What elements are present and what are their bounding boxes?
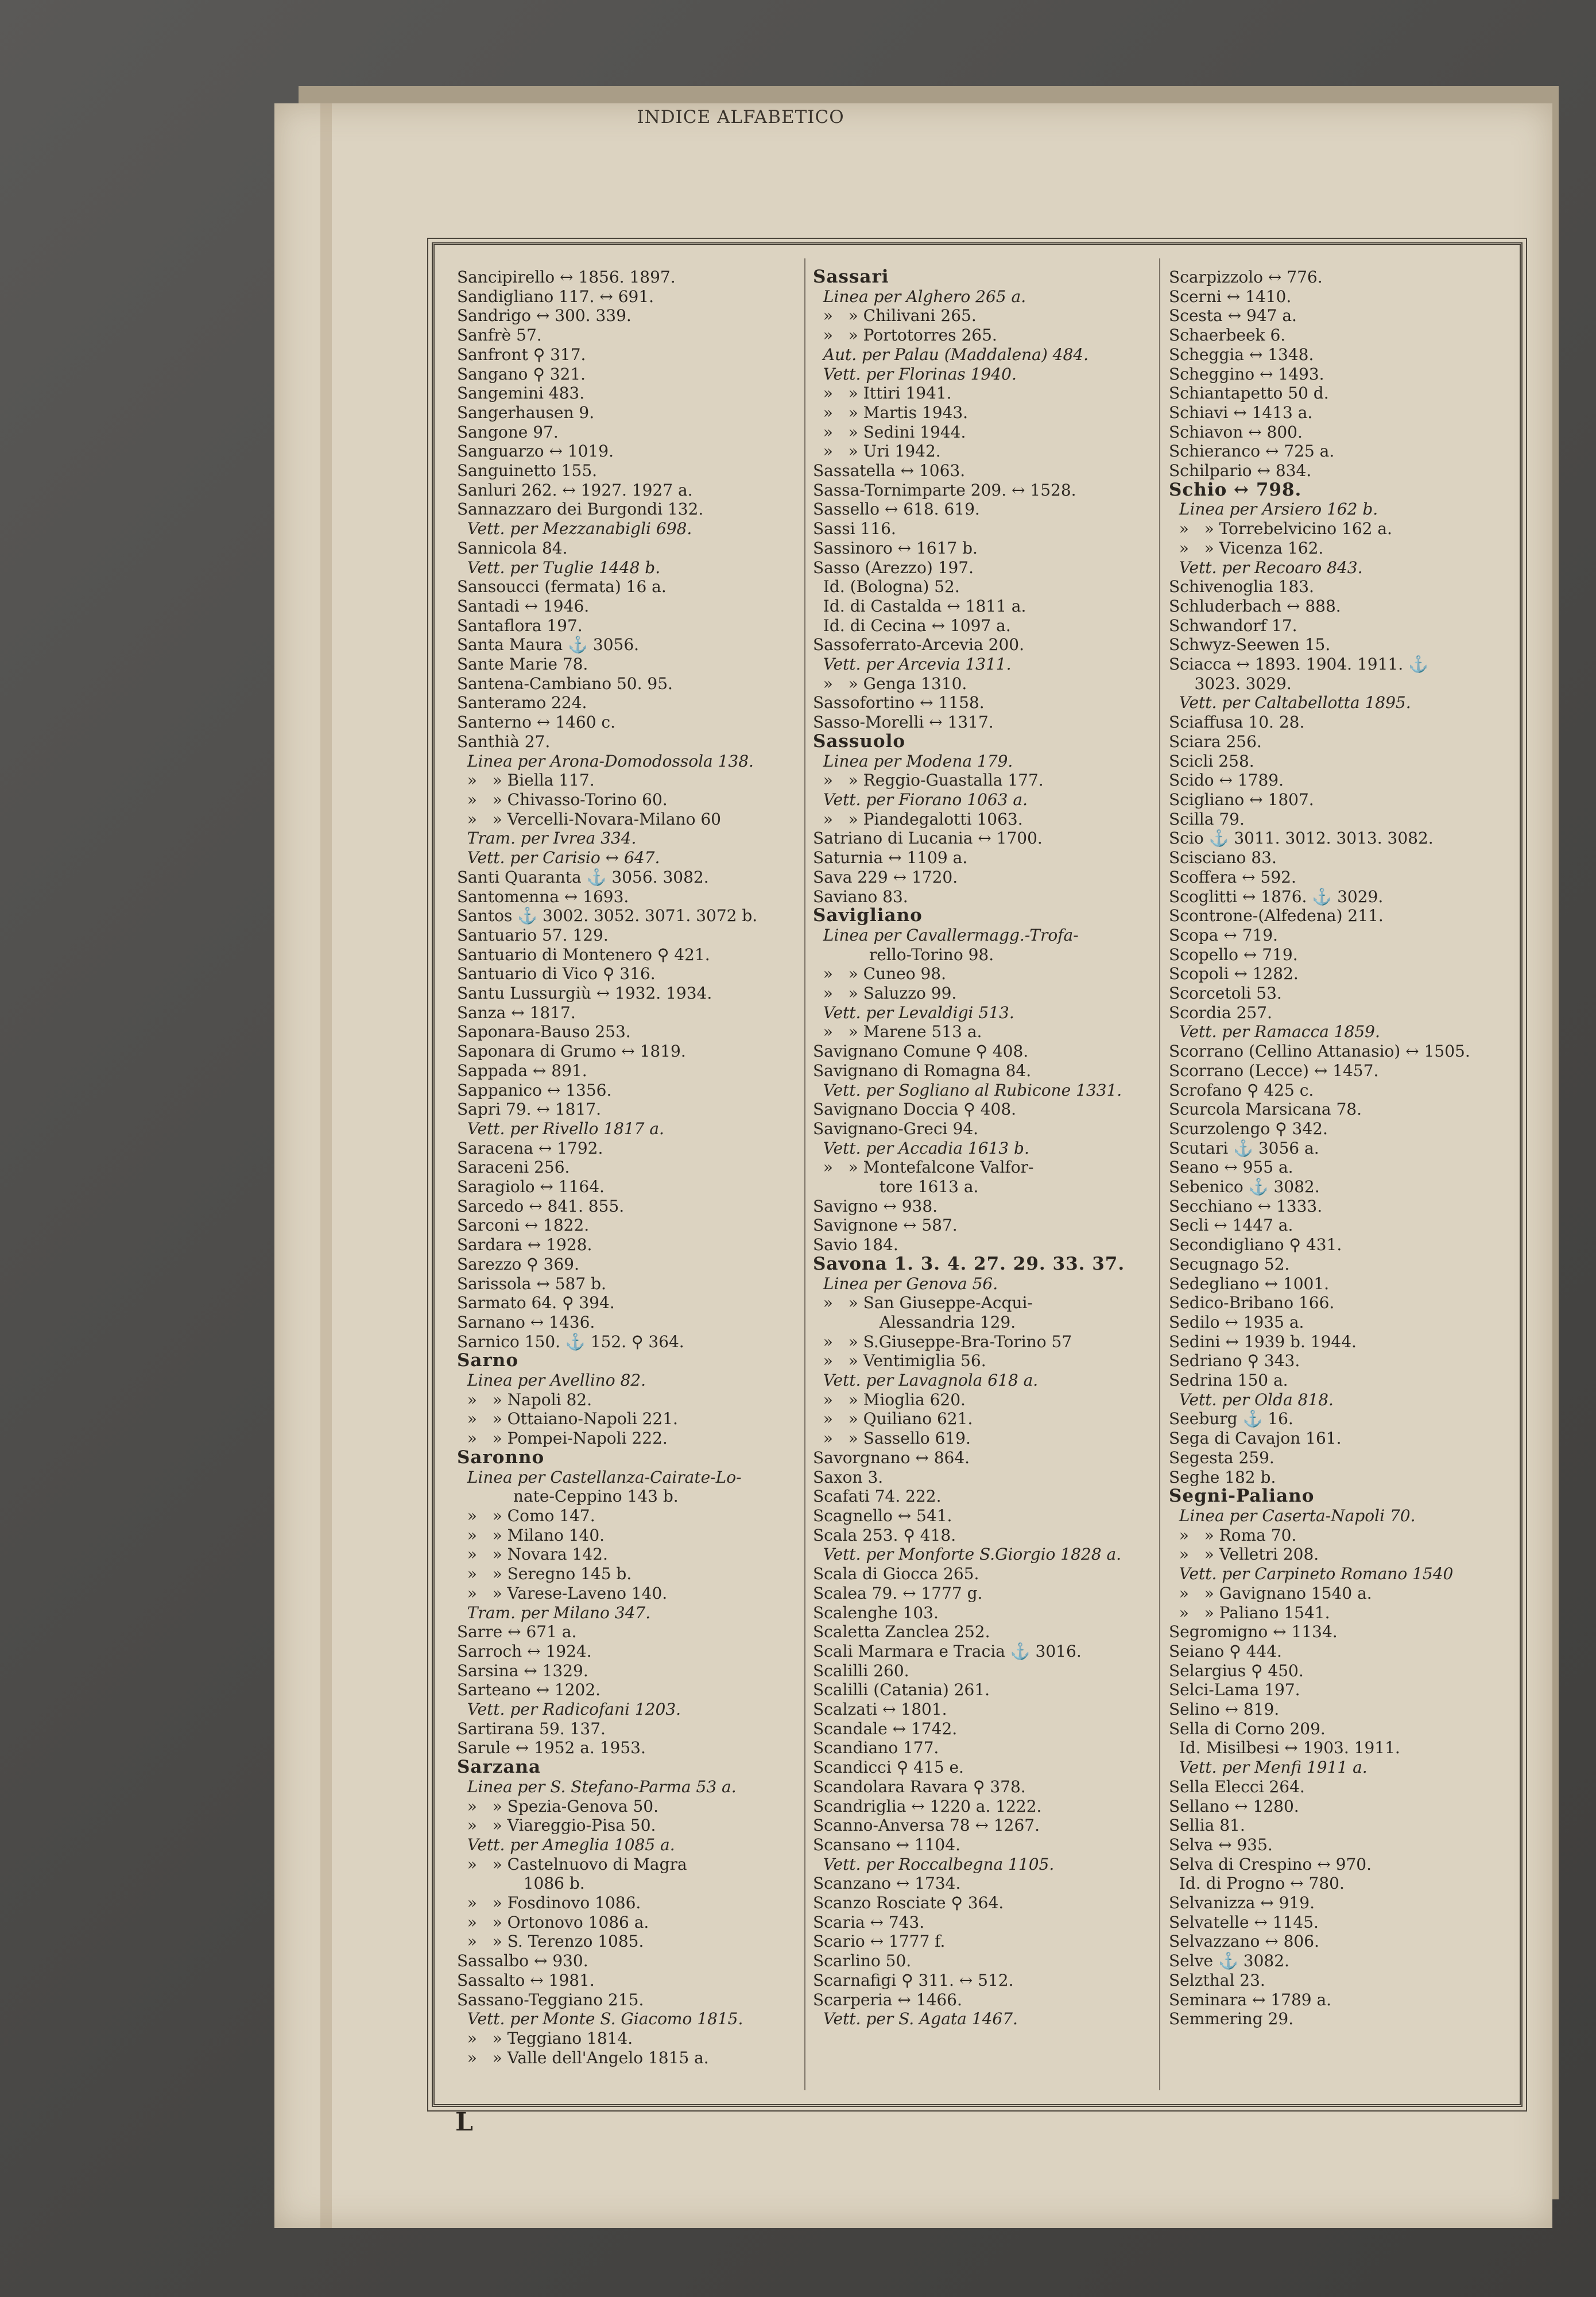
index-entry: » » Martis 1943. [813,403,969,422]
index-entry: » » Sedini 1944. [813,422,966,442]
index-entry: Sedini ↔ 1939 b. 1944. [1169,1332,1357,1351]
index-entry: Sassello ↔ 618. 619. [813,500,980,519]
index-entry: Sangemini 483. [457,384,585,403]
index-entry: Sante Marie 78. [457,655,588,674]
index-entry: Sarnano ↔ 1436. [457,1312,595,1332]
index-entry: Sappada ↔ 891. [457,1061,587,1080]
index-entry: Scalzati ↔ 1801. [813,1700,947,1719]
index-entry: Sangone 97. [457,422,559,442]
index-entry: Sega di Cavajon 161. [1169,1429,1342,1448]
index-entry: Selve ⚓ 3082. [1169,1951,1289,1971]
index-entry: Sava 229 ↔ 1720. [813,867,958,887]
index-entry: » » Velletri 208. [1169,1545,1319,1564]
index-entry: » » Ittiri 1941. [813,384,952,403]
index-entry: Linea per Caserta-Napoli 70. [1169,1506,1416,1525]
index-entry: Savigno ↔ 938. [813,1196,938,1216]
index-entry: Sellia 81. [1169,1816,1245,1835]
index-entry: Vett. per Olda 818. [1169,1390,1334,1409]
index-entry: Sansoucci (fermata) 16 a. [457,577,667,597]
index-entry: Linea per Modena 179. [813,751,1013,771]
index-entry: Vett. per Recoaro 843. [1169,558,1363,577]
index-entry: Sangerhausen 9. [457,403,595,422]
index-entry: Vett. per Monforte S.Giorgio 1828 a. [813,1545,1122,1564]
index-entry: Santhià 27. [457,732,551,751]
index-entry: » » Fosdinovo 1086. [457,1893,641,1913]
index-entry: Savignano di Romagna 84. [813,1061,1032,1080]
index-entry: Sanza ↔ 1817. [457,1003,576,1022]
index-entry: Scalea 79. ↔ 1777 g. [813,1583,983,1603]
index-entry: Schiavi ↔ 1413 a. [1169,403,1313,422]
index-entry: » » San Giuseppe-Acqui- [813,1293,1033,1313]
index-entry: Vett. per Florinas 1940. [813,364,1017,384]
index-entry: Sedriano ⚲ 343. [1169,1351,1300,1371]
index-entry: Vett. per Levaldigi 513. [813,1003,1014,1022]
index-entry: Sciaffusa 10. 28. [1169,713,1305,732]
page-gutter [320,103,332,2228]
index-entry: Id. di Progno ↔ 780. [1169,1874,1345,1893]
index-entry: » » Ventimiglia 56. [813,1351,986,1371]
index-entry: Vett. per Mezzanabigli 698. [457,519,692,539]
index-entry: Scontrone-(Alfedena) 211. [1169,906,1384,926]
index-entry: Seano ↔ 955 a. [1169,1158,1293,1177]
index-entry: Sanguarzo ↔ 1019. [457,442,614,461]
index-entry: » » Napoli 82. [457,1390,592,1409]
index-entry: Scesta ↔ 947 a. [1169,306,1297,326]
index-entry: » » Como 147. [457,1506,595,1525]
index-entry: Vett. per Caltabellotta 1895. [1169,693,1411,713]
index-entry: Scurzolengo ⚲ 342. [1169,1119,1328,1138]
index-entry: Schwandorf 17. [1169,616,1297,635]
index-entry: rello-Torino 98. [813,945,994,964]
index-entry: Id. (Bologna) 52. [813,577,960,597]
index-entry: Vett. per Ameglia 1085 a. [457,1835,675,1854]
index-entry: Saracena ↔ 1792. [457,1138,603,1158]
index-entry: Sanfront ⚲ 317. [457,345,586,364]
index-entry: 1086 b. [457,1874,585,1893]
index-entry: Scaletta Zanclea 252. [813,1622,990,1642]
index-entry: Selino ↔ 819. [1169,1700,1280,1719]
index-entry: » » Viareggio-Pisa 50. [457,1816,656,1835]
index-entry: Tram. per Ivrea 334. [457,829,637,848]
index-entry: Vett. per S. Agata 1467. [813,2009,1018,2029]
index-entry: Linea per Arsiero 162 b. [1169,500,1378,519]
index-entry: Savona 1. 3. 4. 27. 29. 33. 37. [813,1253,1125,1274]
index-entry: » » Portotorres 265. [813,326,997,345]
index-entry: Sciacca ↔ 1893. 1904. 1911. ⚓ [1169,655,1428,674]
index-entry: Santaflora 197. [457,616,583,635]
index-entry: Sarzana [457,1757,541,1778]
index-entry: Scali Marmara e Tracia ⚓ 3016. [813,1641,1082,1661]
index-entry: Seiano ⚲ 444. [1169,1641,1282,1661]
index-entry: Sanfrè 57. [457,326,542,345]
index-entry: Secchiano ↔ 1333. [1169,1196,1323,1216]
index-entry: Sedegliano ↔ 1001. [1169,1274,1330,1293]
index-entry: tore 1613 a. [813,1177,979,1197]
index-entry: Vett. per Carisio ↔ 647. [457,848,660,868]
index-entry: Scopoli ↔ 1282. [1169,964,1299,984]
index-entry: Sassalbo ↔ 930. [457,1951,588,1971]
index-entry: Id. Misilbesi ↔ 1903. 1911. [1169,1738,1400,1758]
index-entry: Selargius ⚲ 450. [1169,1661,1304,1680]
index-entry: Secugnago 52. [1169,1254,1290,1274]
index-entry: Sebenico ⚓ 3082. [1169,1177,1320,1197]
index-entry: » » Pompei-Napoli 222. [457,1429,668,1448]
index-entry: Sasso-Morelli ↔ 1317. [813,713,994,732]
index-entry: Tram. per Milano 347. [457,1603,651,1622]
index-entry: Sedrina 150 a. [1169,1371,1288,1390]
index-entry: » » Piandegalotti 1063. [813,809,1023,829]
index-entry: Saxon 3. [813,1467,884,1487]
index-entry: Linea per Arona-Domodossola 138. [457,751,754,771]
index-entry: Savignano-Greci 94. [813,1119,979,1138]
index-entry: Sarissola ↔ 587 b. [457,1274,606,1293]
index-entry: Savigliano [813,905,923,926]
index-entry: » » S. Terenzo 1085. [457,1932,644,1951]
index-entry: Linea per S. Stefano-Parma 53 a. [457,1777,737,1796]
index-entry: Sassa-Tornimparte 209. ↔ 1528. [813,480,1076,500]
index-entry: Sellano ↔ 1280. [1169,1796,1299,1816]
index-entry: Selzthal 23. [1169,1970,1265,1990]
index-entry: Scheggino ↔ 1493. [1169,364,1324,384]
index-entry: Sassofortino ↔ 1158. [813,693,985,713]
index-column-2 [813,268,1152,2029]
index-entry: Selva di Crespino ↔ 970. [1169,1854,1372,1874]
index-entry: Santomenna ↔ 1693. [457,887,629,906]
index-entry: Sassalto ↔ 1981. [457,1970,595,1990]
index-entry: Santuario di Montenero ⚲ 421. [457,945,710,964]
index-entry: Sassano-Teggiano 215. [457,1990,644,2009]
index-entry: Vett. per Radicofani 1203. [457,1700,681,1719]
index-entry: Scafati 74. 222. [813,1487,942,1506]
index-entry: Scutari ⚓ 3056 a. [1169,1138,1319,1158]
index-entry: Scalilli (Catania) 261. [813,1680,990,1700]
index-entry: Sanguinetto 155. [457,461,598,481]
index-entry: Scandiano 177. [813,1738,939,1758]
index-entry: Scorrano (Lecce) ↔ 1457. [1169,1061,1379,1080]
index-entry: Aut. per Palau (Maddalena) 484. [813,345,1088,364]
column-divider [804,258,805,2090]
index-entry: Secondigliano ⚲ 431. [1169,1235,1342,1255]
index-entry: Schilpario ↔ 834. [1169,461,1312,481]
page-header: INDICE ALFABETICO [637,107,845,127]
index-entry: Sartirana 59. 137. [457,1719,606,1738]
index-entry: Sangano ⚲ 321. [457,364,586,384]
index-entry: Saviano 83. [813,887,908,906]
index-entry: » » S.Giuseppe-Bra-Torino 57 [813,1332,1072,1351]
index-entry: Selvatelle ↔ 1145. [1169,1912,1319,1932]
index-entry: Saturnia ↔ 1109 a. [813,848,968,868]
index-entry: » » Castelnuovo di Magra [457,1854,687,1874]
index-entry: Sandrigo ↔ 300. 339. [457,306,632,326]
index-entry: Sarre ↔ 671 a. [457,1622,577,1642]
index-entry: Scicli 258. [1169,751,1254,771]
index-entry: Semmering 29. [1169,2009,1294,2029]
index-entry: Id. di Cecina ↔ 1097 a. [813,616,1011,635]
index-entry: » » Paliano 1541. [1169,1603,1330,1622]
index-entry: Sandigliano 117. ↔ 691. [457,287,654,306]
index-entry: Santuario di Vico ⚲ 316. [457,964,656,984]
index-entry: Vett. per Roccalbegna 1105. [813,1854,1055,1874]
index-entry: Sarezzo ⚲ 369. [457,1254,579,1274]
index-entry: » » Valle dell'Angelo 1815 a. [457,2048,709,2067]
index-entry: Sanluri 262. ↔ 1927. 1927 a. [457,480,693,500]
index-entry: Santa Maura ⚓ 3056. [457,635,640,655]
index-entry: Scanzano ↔ 1734. [813,1874,961,1893]
index-entry: Scurcola Marsicana 78. [1169,1100,1362,1119]
index-entry: Saragiolo ↔ 1164. [457,1177,605,1197]
index-entry: Sassi 116. [813,519,896,539]
index-entry: Vett. per Tuglie 1448 b. [457,558,661,577]
index-entry: Savignano Comune ⚲ 408. [813,1042,1029,1061]
index-entry: Schivenoglia 183. [1169,577,1314,597]
index-entry: Segni-Paliano [1169,1486,1315,1507]
index-entry: Santadi ↔ 1946. [457,596,590,616]
index-entry: Scheggia ↔ 1348. [1169,345,1314,364]
index-entry: Scerni ↔ 1410. [1169,287,1292,306]
index-entry: Segromigno ↔ 1134. [1169,1622,1338,1642]
index-entry: Sarmato 64. ⚲ 394. [457,1293,615,1313]
index-entry: Savignano Doccia ⚲ 408. [813,1100,1017,1119]
index-entry: Schluderbach ↔ 888. [1169,596,1341,616]
index-entry: Scandicci ⚲ 415 e. [813,1758,964,1777]
index-entry: » » Montefalcone Valfor- [813,1158,1034,1177]
index-entry: Scala di Giocca 265. [813,1564,979,1584]
index-entry: Sella Elecci 264. [1169,1777,1305,1796]
index-entry: Scigliano ↔ 1807. [1169,790,1314,809]
index-entry: » » Ottaiano-Napoli 221. [457,1409,678,1429]
index-entry: Santerno ↔ 1460 c. [457,713,616,732]
index-entry: Scilla 79. [1169,809,1245,829]
index-entry: » » Varese-Laveno 140. [457,1583,668,1603]
index-entry: Scalilli 260. [813,1661,909,1680]
index-entry: » » Teggiano 1814. [457,2028,633,2048]
index-entry: Schieranco ↔ 725 a. [1169,442,1335,461]
index-entry: Scandolara Ravara ⚲ 378. [813,1777,1026,1796]
index-entry: » » Chilivani 265. [813,306,977,326]
index-entry: Linea per Alghero 265 a. [813,287,1026,306]
index-entry: Linea per Avellino 82. [457,1371,646,1390]
index-entry: Scio ⚓ 3011. 3012. 3013. 3082. [1169,829,1434,848]
index-entry: Vett. per Lavagnola 618 a. [813,1371,1039,1390]
index-entry: Scoglitti ↔ 1876. ⚓ 3029. [1169,887,1384,906]
index-entry: Scala 253. ⚲ 418. [813,1525,956,1545]
index-entry: Schiantapetto 50 d. [1169,384,1329,403]
index-entry: 3023. 3029. [1169,674,1292,693]
index-entry: Vett. per Ramacca 1859. [1169,1022,1380,1042]
index-column-1 [457,268,796,2067]
index-entry: » » Genga 1310. [813,674,967,693]
index-entry: Sedilo ↔ 1935 a. [1169,1312,1304,1332]
index-entry: Sancipirello ↔ 1856. 1897. [457,268,676,287]
index-entry: Savio 184. [813,1235,898,1255]
index-entry: Sarsina ↔ 1329. [457,1661,588,1680]
index-entry: Sassoferrato-Arcevia 200. [813,635,1025,655]
index-entry: Scarperia ↔ 1466. [813,1990,962,2009]
index-entry: Sarconi ↔ 1822. [457,1216,590,1235]
index-entry: Scanzo Rosciate ⚲ 364. [813,1893,1004,1913]
index-entry: Seeburg ⚓ 16. [1169,1409,1293,1429]
index-entry: » » Vicenza 162. [1169,538,1324,558]
index-entry: Santena-Cambiano 50. 95. [457,674,673,693]
index-entry: Sassatella ↔ 1063. [813,461,966,481]
signature-letter: L [455,2107,473,2137]
index-entry: Sarnico 150. ⚓ 152. ⚲ 364. [457,1332,684,1351]
index-entry: Selvazzano ↔ 806. [1169,1932,1319,1951]
index-entry: Scansano ↔ 1104. [813,1835,960,1854]
index-entry: Saponara di Grumo ↔ 1819. [457,1042,686,1061]
index-entry: Secli ↔ 1447 a. [1169,1216,1293,1235]
index-entry: Sapri 79. ↔ 1817. [457,1100,601,1119]
index-entry: Scisciano 83. [1169,848,1277,868]
index-entry: Scorcetoli 53. [1169,984,1282,1003]
index-entry: Scorrano (Cellino Attanasio) ↔ 1505. [1169,1042,1470,1061]
index-entry: Seghe 182 b. [1169,1467,1276,1487]
index-entry: Sassuolo [813,730,906,752]
column-divider [1159,258,1160,2090]
index-entry: Id. di Castalda ↔ 1811 a. [813,596,1026,616]
index-entry: Scagnello ↔ 541. [813,1506,952,1525]
index-entry: Scaria ↔ 743. [813,1912,925,1932]
index-entry: Schwyz-Seewen 15. [1169,635,1331,655]
index-entry: Savorgnano ↔ 864. [813,1448,970,1467]
index-entry: Santi Quaranta ⚓ 3056. 3082. [457,867,709,887]
index-entry: Sarno [457,1350,519,1371]
index-entry: Scordia 257. [1169,1003,1272,1022]
index-entry: Seminara ↔ 1789 a. [1169,1990,1332,2009]
index-entry: Vett. per Accadia 1613 b. [813,1138,1029,1158]
index-entry: » » Gavignano 1540 a. [1169,1583,1372,1603]
index-entry: Vett. per Sogliano al Rubicone 1331. [813,1080,1122,1100]
index-entry: Sannicola 84. [457,538,568,558]
index-entry: » » Seregno 145 b. [457,1564,632,1584]
index-entry: Sarroch ↔ 1924. [457,1641,592,1661]
index-entry: Linea per Castellanza-Cairate-Lo- [457,1467,742,1487]
index-entry: Selva ↔ 935. [1169,1835,1273,1854]
index-entry: Scarpizzolo ↔ 776. [1169,268,1323,287]
index-entry: Santos ⚓ 3002. 3052. 3071. 3072 b. [457,906,758,926]
index-entry: » » Sassello 619. [813,1429,971,1448]
index-entry: Sedico-Bribano 166. [1169,1293,1335,1313]
index-entry: Vett. per Carpineto Romano 1540 [1169,1564,1454,1584]
index-entry: Vett. per Menfi 1911 a. [1169,1758,1368,1777]
index-entry: Saraceni 256. [457,1158,570,1177]
index-entry: » » Chivasso-Torino 60. [457,790,668,809]
index-entry: Scopa ↔ 719. [1169,925,1278,945]
index-entry: Scopello ↔ 719. [1169,945,1298,964]
index-entry: Schaerbeek 6. [1169,326,1286,345]
index-entry: » » Torrebelvicino 162 a. [1169,519,1392,539]
index-entry: » » Roma 70. [1169,1525,1297,1545]
index-entry: Scarlino 50. [813,1951,912,1971]
index-entry: Linea per Genova 56. [813,1274,998,1293]
index-entry: Schiavon ↔ 800. [1169,422,1303,442]
index-entry: Sella di Corno 209. [1169,1719,1326,1738]
index-entry: » » Marene 513 a. [813,1022,982,1042]
index-entry: Satriano di Lucania ↔ 1700. [813,829,1043,848]
index-entry: Sarcedo ↔ 841. 855. [457,1196,625,1216]
index-entry: Sannazzaro dei Burgondi 132. [457,500,704,519]
index-entry: Sarule ↔ 1952 a. 1953. [457,1738,646,1758]
index-entry: nate-Ceppino 143 b. [457,1487,679,1506]
index-entry: Scario ↔ 1777 f. [813,1932,946,1951]
index-entry: Sciara 256. [1169,732,1262,751]
index-entry: Scrofano ⚲ 425 c. [1169,1080,1314,1100]
index-entry: » » Novara 142. [457,1545,608,1564]
index-entry: Schio ↔ 798. [1169,479,1302,500]
index-entry: Scalenghe 103. [813,1603,939,1622]
index-entry: Segesta 259. [1169,1448,1275,1467]
index-entry: Santeramo 224. [457,693,587,713]
index-entry: Scoffera ↔ 592. [1169,867,1296,887]
index-entry: » » Mioglia 620. [813,1390,966,1409]
index-entry: Sarteano ↔ 1202. [457,1680,601,1700]
index-entry: Sassari [813,266,889,287]
index-entry: Vett. per Rivello 1817 a. [457,1119,664,1138]
index-entry: Saponara-Bauso 253. [457,1022,631,1042]
index-entry: Sappanico ↔ 1356. [457,1080,612,1100]
index-entry: Santuario 57. 129. [457,925,609,945]
index-entry: Sassinoro ↔ 1617 b. [813,538,978,558]
index-entry: Saronno [457,1447,545,1468]
index-entry: Savignone ↔ 587. [813,1216,958,1235]
index-entry: Vett. per Monte S. Giacomo 1815. [457,2009,743,2029]
index-entry: » » Saluzzo 99. [813,984,957,1003]
index-entry: Scanno-Anversa 78 ↔ 1267. [813,1816,1040,1835]
index-entry: Selci-Lama 197. [1169,1680,1300,1700]
index-entry: » » Milano 140. [457,1525,605,1545]
index-entry: Scido ↔ 1789. [1169,771,1284,790]
index-entry: » » Cuneo 98. [813,964,947,984]
index-entry: » » Vercelli-Novara-Milano 60 [457,809,721,829]
index-entry: » » Spezia-Genova 50. [457,1796,658,1816]
index-entry: Santu Lussurgiù ↔ 1932. 1934. [457,984,712,1003]
index-entry: » » Reggio-Guastalla 177. [813,771,1044,790]
index-entry: Scandriglia ↔ 1220 a. 1222. [813,1796,1042,1816]
index-entry: Sardara ↔ 1928. [457,1235,592,1255]
index-entry: Selvanizza ↔ 919. [1169,1893,1315,1913]
index-entry: » » Ortonovo 1086 a. [457,1912,649,1932]
index-entry: Alessandria 129. [813,1312,1016,1332]
index-entry: Scarnafigi ⚲ 311. ↔ 512. [813,1970,1014,1990]
index-entry: Vett. per Arcevia 1311. [813,655,1012,674]
index-entry: » » Quiliano 621. [813,1409,973,1429]
index-entry: » » Biella 117. [457,771,595,790]
index-entry: Vett. per Fiorano 1063 a. [813,790,1028,809]
index-entry: Linea per Cavallermagg.-Trofa- [813,925,1079,945]
index-entry: » » Uri 1942. [813,442,941,461]
index-entry: Scandale ↔ 1742. [813,1719,958,1738]
index-column-3 [1169,268,1508,2029]
index-entry: Sasso (Arezzo) 197. [813,558,974,577]
